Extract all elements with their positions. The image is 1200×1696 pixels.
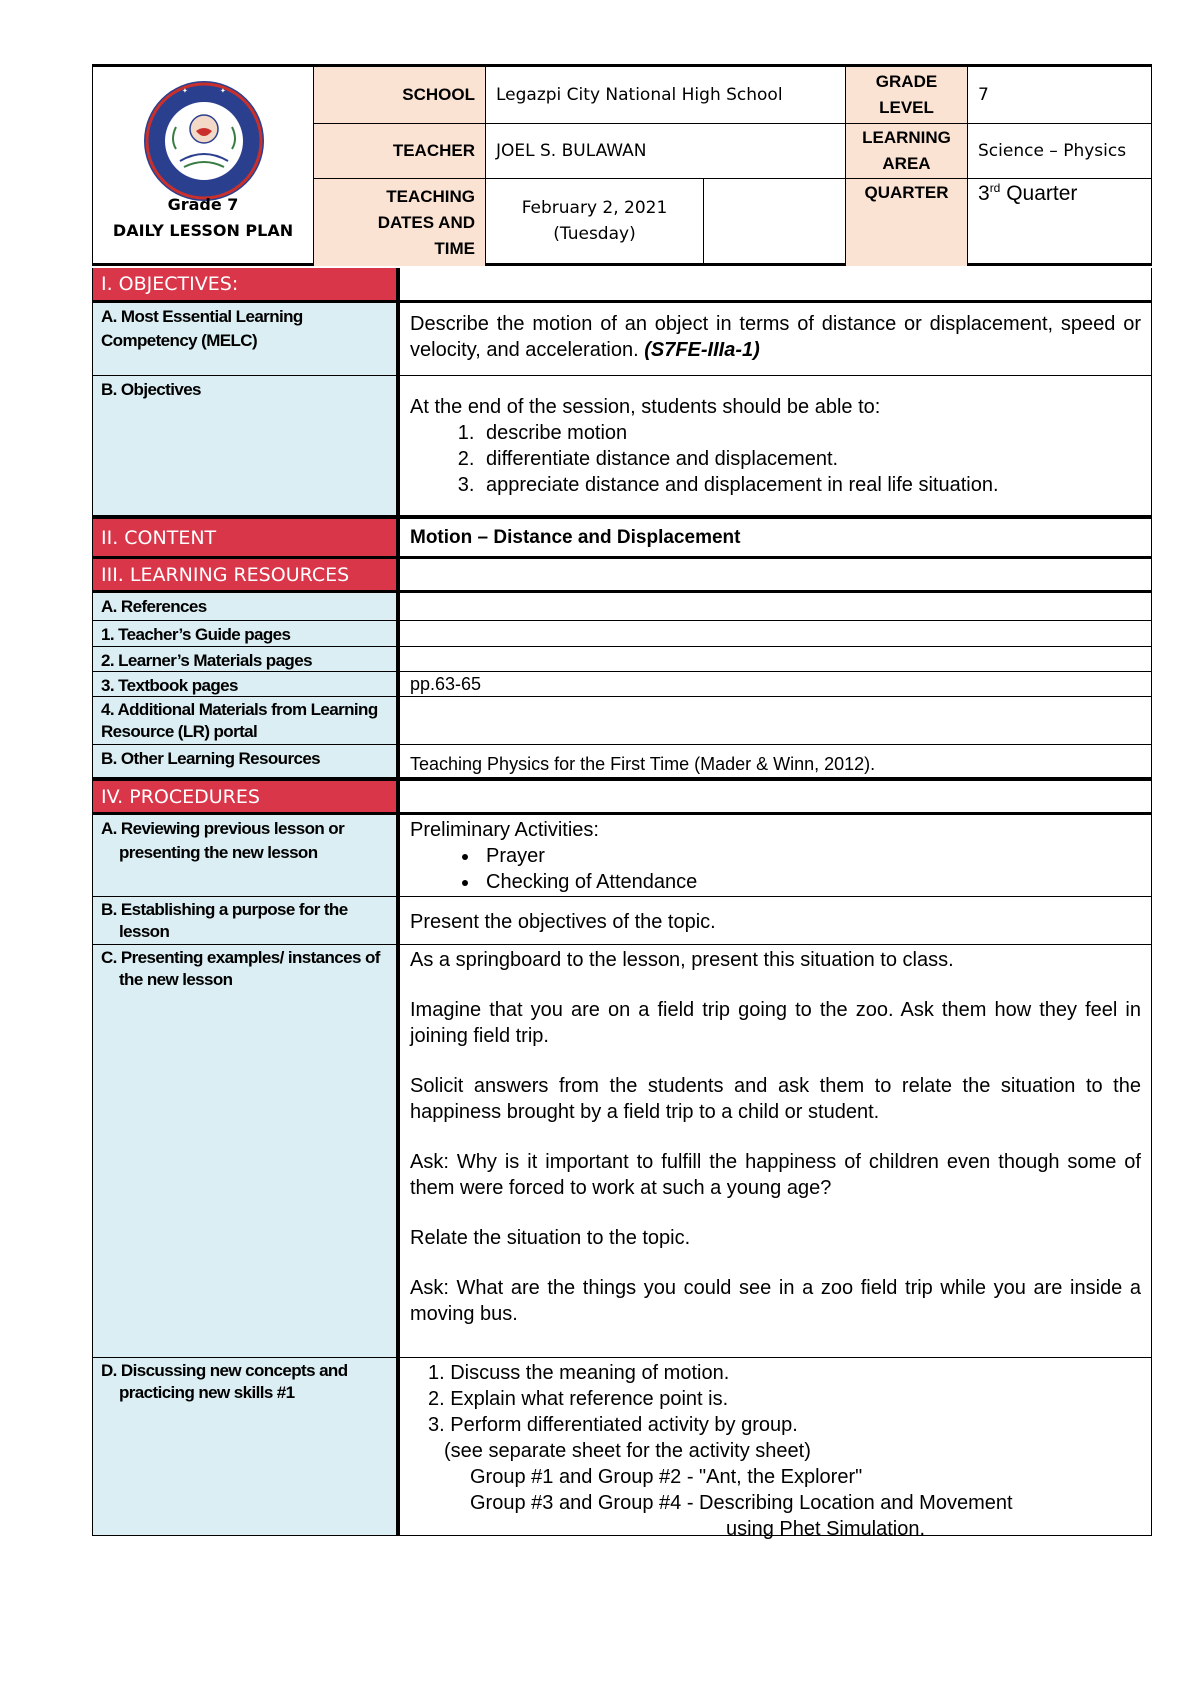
dates-label: TEACHING DATES AND TIME [314, 179, 486, 266]
school-value: Legazpi City National High School [486, 67, 846, 124]
section-resources [92, 559, 1152, 593]
objectives-text [400, 376, 1152, 516]
row-blank [400, 697, 1152, 745]
row-tg [92, 621, 1152, 647]
row-label: 2. Learner’s Materials pages [92, 647, 400, 672]
row-label: 1. Teacher’s Guide pages [92, 621, 400, 647]
content-value: Motion – Distance and Displacement [400, 516, 1152, 559]
paragraph: Imagine that you are on a field trip going to the zoo. Ask them how they feel in joining field trip. [410, 999, 1141, 1047]
list-item: 2. Explain what reference point is. [428, 1388, 729, 1410]
procedure-b-text: Present the objectives of the topic. [400, 897, 1152, 945]
row-additional [92, 697, 1152, 745]
section-content [92, 516, 1152, 559]
row-label: C. Presenting examples/ instances of the new lesson [92, 945, 400, 1358]
procedure-a-text [400, 815, 1152, 897]
preliminary-intro: Preliminary Activities: [410, 819, 599, 841]
row-blank [400, 647, 1152, 672]
preliminary-list [410, 843, 1141, 895]
paragraph: Ask: What are the things you could see in a zoo field trip while you are inside a moving bus. [410, 1277, 1141, 1325]
activity-note: (see separate sheet for the activity sheet) [444, 1440, 811, 1462]
list-item: 3. Perform differentiated activity by group. [428, 1414, 798, 1436]
row-melc [92, 303, 1152, 376]
row-label: B. Establishing a purpose for the lesson [92, 897, 400, 945]
time-value-cell [704, 179, 846, 266]
section-procedures [92, 778, 1152, 815]
school-seal-logo [142, 79, 266, 203]
row-label: A. Most Essential Learning Competency (MELC) [92, 303, 400, 376]
list-item: 1. Discuss the meaning of motion. [428, 1362, 730, 1384]
row-label: A. Reviewing previous lesson or presenting the new lesson [92, 815, 400, 897]
row-label: A. References [92, 593, 400, 621]
section-blank [400, 268, 1152, 303]
row-procedure-d [92, 1358, 1152, 1540]
section-blank [400, 778, 1152, 815]
section-objectives [92, 268, 1152, 303]
list-item: 3. appreciate distance and displacement in real life situation. [480, 472, 1141, 498]
row-blank [400, 593, 1152, 621]
school-label: SCHOOL [314, 67, 486, 124]
section-blank [400, 559, 1152, 593]
list-item: 1. describe motion [480, 420, 1141, 446]
lesson-plan-table [92, 268, 1152, 1540]
objectives-intro: At the end of the session, students should be able to: [410, 396, 881, 418]
textbook-value: pp.63-65 [400, 672, 1152, 697]
teacher-label: TEACHER [314, 124, 486, 179]
row-label: B. Other Learning Resources [92, 745, 400, 778]
paragraph: Solicit answers from the students and ask them to relate the situation to the happiness brought by a field trip to a child or student. [410, 1075, 1141, 1123]
row-lm [92, 647, 1152, 672]
row-objectives [92, 376, 1152, 516]
learning-area-label: LEARNING AREA [846, 124, 968, 179]
paragraph: Ask: Why is it important to fulfill the happiness of children even though some of them were forced to work at such a young age? [410, 1151, 1141, 1199]
grade-level-value: 7 [968, 67, 1152, 124]
list-item: 2. differentiate distance and displacement. [480, 446, 1141, 472]
paragraph: As a springboard to the lesson, present this situation to class. [410, 949, 954, 971]
group-1-activity: Group #1 and Group #2 - "Ant, the Explorer" [470, 1466, 863, 1488]
paragraph: Relate the situation to the topic. [410, 1227, 691, 1249]
section-title: IV. PROCEDURES [92, 778, 400, 815]
row-label: D. Discussing new concepts and practicing new skills #1 [92, 1358, 400, 1536]
list-item: • Checking of Attendance [480, 869, 1141, 895]
row-textbook [92, 672, 1152, 697]
row-procedure-c [92, 945, 1152, 1358]
section-title: II. CONTENT [92, 516, 400, 559]
row-label: 3. Textbook pages [92, 672, 400, 697]
quarter-value: 3rd Quarter [968, 179, 1152, 266]
svg-text:✦: ✦ [182, 87, 188, 95]
section-title: III. LEARNING RESOURCES [92, 559, 400, 593]
list-item: • Prayer [480, 843, 1141, 869]
procedure-c-text [400, 945, 1152, 1358]
row-blank [400, 621, 1152, 647]
group-2-activity-cont: using Phet Simulation. [726, 1518, 926, 1540]
lesson-plan-header [92, 64, 1152, 266]
quarter-label: QUARTER [846, 179, 968, 266]
learning-area-value: Science – Physics [968, 124, 1152, 179]
plan-title: DAILY LESSON PLAN [112, 221, 294, 240]
row-label: B. Objectives [92, 376, 400, 516]
row-label: 4. Additional Materials from Learning Resource (LR) portal [92, 697, 400, 745]
row-references [92, 593, 1152, 621]
section-title: I. OBJECTIVES: [92, 268, 400, 303]
melc-text: Describe the motion of an object in terms of distance or displacement, speed or velocity, and acceleration. (S7FE-IIIa-1) [400, 303, 1152, 376]
svg-text:✦: ✦ [220, 87, 226, 95]
grade-title: Grade 7 [167, 195, 239, 214]
day-line: (Tuesday) [553, 224, 636, 244]
row-other [92, 745, 1152, 778]
grade-level-label: GRADE LEVEL [846, 67, 968, 124]
other-value: Teaching Physics for the First Time (Mader & Winn, 2012). [400, 745, 1152, 778]
logo-cell [92, 67, 314, 266]
date-line: February 2, 2021 [521, 198, 668, 218]
procedure-d-text [400, 1358, 1152, 1540]
teacher-value: JOEL S. BULAWAN [486, 124, 846, 179]
row-procedure-a [92, 815, 1152, 897]
row-procedure-b [92, 897, 1152, 945]
objectives-list [410, 420, 1141, 498]
date-value [486, 179, 704, 266]
group-2-activity: Group #3 and Group #4 - Describing Location and Movement [470, 1492, 1013, 1514]
